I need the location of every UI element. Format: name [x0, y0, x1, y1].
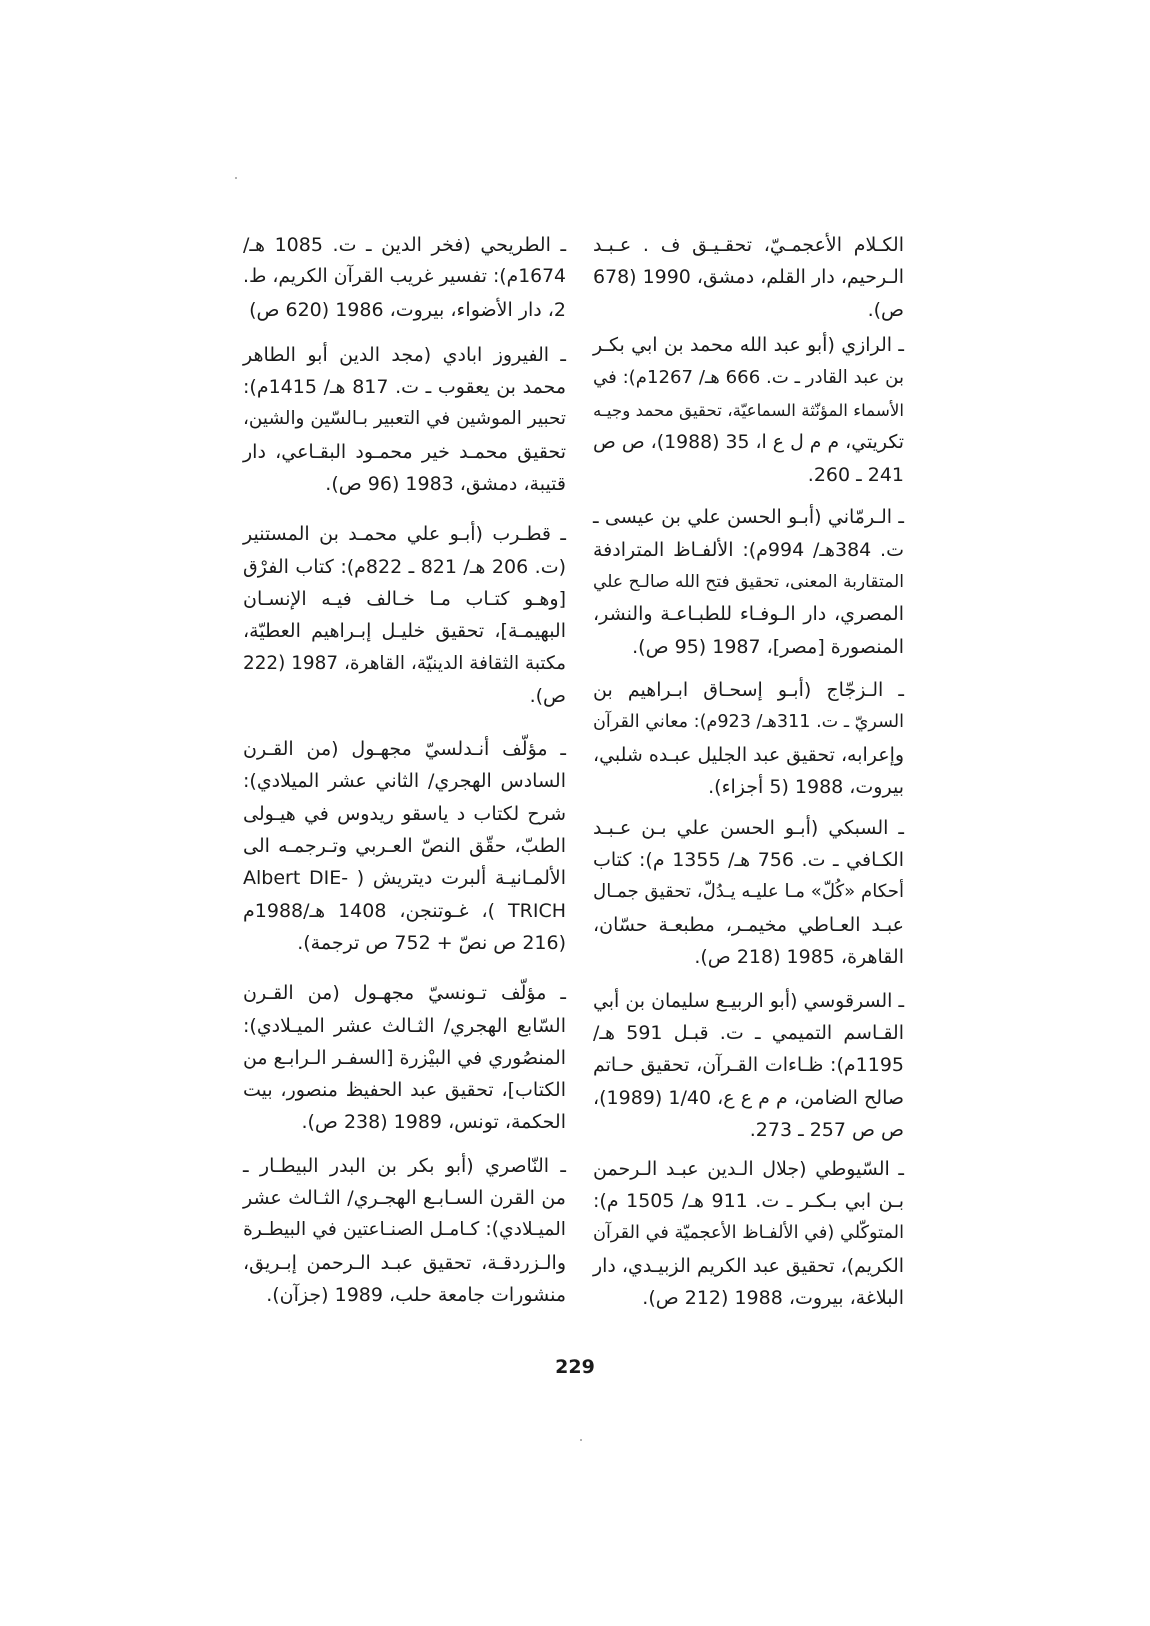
- entry-line: [242, 648, 566, 680]
- entry-line-text: شرح لكتاب د ياسقو ريدوس في هيـولى: [243, 802, 566, 825]
- entry-line-text: وإعرابه، تحقيق عبد الجليل عبـده شلبي،: [593, 743, 904, 766]
- entry-line-text: ت. 384هـ/ 994م): الألفـاظ المترادفة: [593, 538, 904, 561]
- entry-line-text: ـ الـزجّاج (أبـو إسحـاق ابـراهيم بن: [593, 679, 904, 702]
- entry-line: [242, 765, 566, 797]
- entry-line-text: القـاسم التميمي ـ ت. قبـل 591 هـ/: [593, 1021, 904, 1044]
- entry-line-text: البلاغة، بيروت، 1988 (212 ص).: [642, 1287, 904, 1310]
- entry-line-text: 1674م): تفسير غريب القرآن الكريم، ط.: [243, 266, 566, 288]
- entry-line: [592, 1017, 904, 1049]
- entry-line-text: 2، دار الأضواء، بيروت، 1986 (620 ص): [249, 298, 566, 321]
- entry-line: [592, 534, 904, 566]
- entry-line-text: الميـلادي): كـامـل الصنـاعتين في البيطـرة: [243, 1219, 566, 1241]
- entry-line-text: الكريم)، تحقيق عبد الكريم الزبيـدي، دار: [593, 1254, 904, 1277]
- entry-qutrub: [242, 518, 566, 712]
- entry-line-text: قتيبة، دمشق، 1983 (96 ص).: [325, 473, 566, 496]
- entry-line-text: الألمـانيـة ألبرت ديتريش ( -Albert DIE: [243, 867, 566, 890]
- entry-firuzabadi: [242, 339, 566, 500]
- entry-line: [242, 229, 566, 261]
- entry-line: [242, 403, 566, 435]
- entry-line: [242, 1150, 566, 1182]
- entry-line: [592, 844, 904, 876]
- entry-line: [592, 771, 904, 803]
- entry-line-text: ص).: [867, 298, 904, 321]
- entry-line-text: المتوكّلي (في الألفـاظ الأعجميّة في القرآن: [593, 1223, 904, 1244]
- entry-line: [592, 1250, 904, 1282]
- entry-razi: [592, 329, 904, 491]
- entry-line-text: السريّ ـ ت. 311هـ/ 923م): معاني القرآن: [593, 712, 904, 733]
- entry-line: [242, 551, 566, 583]
- entry-line: [242, 1074, 566, 1106]
- entry-line: [592, 1049, 904, 1081]
- entry-line: [592, 426, 904, 458]
- entry-line-text: المتقاربة المعنى، تحقيق فتح الله صالـح علي: [593, 571, 904, 592]
- entry-line-text: بيروت، 1988 (5 أجزاء).: [708, 776, 904, 799]
- entry-line-text: ـ مؤلّف تـونسيّ مجهـول (من القـرن: [243, 982, 566, 1005]
- entry-line-text: بـن ابي بـكـر ـ ت. 911 هـ/ 1505 م):: [593, 1189, 904, 1212]
- entry-continuation: [592, 229, 904, 326]
- entry-line: [592, 501, 904, 533]
- entry-line: [242, 830, 566, 862]
- entry-line: [242, 895, 566, 927]
- entry-line: [592, 394, 904, 426]
- entry-line: [592, 941, 904, 973]
- entry-line-text: ـ قطـرب (أبـو علي محمـد بن المستنير: [243, 523, 566, 546]
- entry-line-text: ـ السرقوسي (أبو الربيـع سليمان بن أبي: [593, 989, 904, 1012]
- entry-line: [242, 1247, 566, 1279]
- entry-line-text: 1195م): ظـاءات القـرآن، تحقيق حـاتم: [593, 1054, 904, 1077]
- entry-line-text: ـ الطريحي (فخر الدين ـ ت. 1085 هـ/: [243, 234, 566, 256]
- entry-line-text: TRICH )، غـوتنجن، 1408 هـ/1988م: [243, 899, 566, 922]
- entry-turayhi: [242, 229, 566, 326]
- entry-line-text: ـ السبكي (أبـو الحسن علي بـن عـبـد: [593, 816, 904, 839]
- entry-line-text: الحكمة، تونس، 1989 (238 ص).: [301, 1111, 566, 1134]
- entry-line-text: القاهرة، 1985 (218 ص).: [694, 946, 904, 969]
- entry-line: [242, 1042, 566, 1074]
- entry-line: [592, 566, 904, 598]
- entry-line-text: ص ص 257 ـ 273.: [749, 1119, 904, 1142]
- entry-line-text: الكـلام الأعجمـيّ، تحقـيـق ف . عـبـد: [593, 234, 904, 256]
- entry-line: [242, 615, 566, 647]
- entry-line-text: تحقيق محمـد خير محمـود البقـاعي، دار: [243, 440, 566, 463]
- entry-line: [242, 862, 566, 894]
- entry-line-text: صالح الضامن، م م ع ع، 1/40 (1989)،: [593, 1086, 904, 1109]
- entry-line-text: محمد بن يعقوب ـ ت. 817 هـ/ 1415م):: [243, 376, 566, 399]
- entry-line: [242, 927, 566, 959]
- entry-line: [592, 459, 904, 491]
- entry-line: [592, 261, 904, 293]
- entry-line: [592, 631, 904, 663]
- entry-line: [592, 1153, 904, 1185]
- entry-line: [592, 706, 904, 738]
- entry-line: [592, 674, 904, 706]
- entry-line: [592, 329, 904, 361]
- entry-line: [592, 812, 904, 844]
- entry-line-text: بن عبد القادر ـ ت. 666 هـ/ 1267م): في: [593, 366, 904, 388]
- entry-line: [242, 261, 566, 293]
- entry-suyuti: [592, 1153, 904, 1315]
- entry-sarqusi: [592, 985, 904, 1147]
- entry-line-text: [وهـو كتـاب مـا خـالف فيـه الإنسـان: [243, 587, 566, 610]
- entry-line: [592, 985, 904, 1017]
- right-column: [592, 229, 904, 1315]
- entry-line: [242, 468, 566, 500]
- entry-line: [592, 1185, 904, 1217]
- entry-line: [242, 977, 566, 1009]
- entry-line-text: (ت. 206 هـ/ 821 ـ 822م): كتاب الفرْق: [243, 555, 566, 578]
- entry-line: [242, 583, 566, 615]
- entry-line-text: الكتاب]، تحقيق عبد الحفيظ منصور، بيت: [243, 1079, 566, 1102]
- scan-speck: [235, 177, 237, 179]
- entry-line-text: الأسماء المؤنّثة السماعيّة، تحقيق محمد وجيـه: [593, 399, 904, 420]
- entry-line-text: ـ النّاصري (أبو بكر بن البدر البيطـار ـ: [243, 1154, 566, 1177]
- entry-line: [592, 1282, 904, 1314]
- entry-line: [592, 294, 904, 326]
- page-number: 229: [555, 1356, 595, 1378]
- entry-line: [242, 798, 566, 830]
- scan-speck: [580, 1439, 582, 1441]
- entry-line: [592, 739, 904, 771]
- entry-line-text: المصري، دار الـوفـاء للطبـاعـة والنشر،: [593, 603, 904, 626]
- entry-line-text: الكـافي ـ ت. 756 هـ/ 1355 م): كتاب: [593, 849, 904, 872]
- entry-andalusian-anonymous: [242, 733, 566, 959]
- entry-line-text: ـ الرازي (أبو عبد الله محمد بن ابي بكـر: [593, 334, 904, 357]
- entry-nasiri: [242, 1150, 566, 1311]
- entry-line: [242, 436, 566, 468]
- entry-tunisian-anonymous: [242, 977, 566, 1138]
- entry-line: [242, 518, 566, 550]
- entry-line-text: (216 ص نصّ + 752 ص ترجمة).: [297, 931, 566, 954]
- entry-line-text: عبـد العـاطي مخيمـر، مطبعـة حسّان،: [593, 913, 904, 936]
- entry-line: [592, 362, 904, 394]
- entry-line-text: الـرحيم، دار القلم، دمشق، 1990 (678: [593, 266, 904, 289]
- entry-line-text: منشورات جامعة حلب، 1989 (جزآن).: [266, 1283, 566, 1306]
- entry-line: [242, 1106, 566, 1138]
- entry-line: [242, 371, 566, 403]
- entry-line-text: ـ الفيروز ابادي (مجد الدين أبو الطاهر: [243, 343, 566, 366]
- entry-line: [592, 1114, 904, 1146]
- entry-zajjaj: [592, 674, 904, 804]
- entry-line-text: ص).: [529, 684, 566, 707]
- entry-line: [592, 1082, 904, 1114]
- entry-line-text: الطبّ، حقّق النصّ العـربي وتـرجمـه الى: [243, 835, 566, 858]
- entry-line-text: تكريتي، م م ل ع ا، 35 (1988)، ص ص: [593, 431, 904, 454]
- entry-line-text: السادس الهجري/ الثاني عشر الميلادي):: [243, 770, 566, 793]
- entry-line: [592, 598, 904, 630]
- entry-line-text: المنصورة [مصر]، 1987 (95 ص).: [632, 635, 904, 658]
- entry-line: [592, 909, 904, 941]
- entry-line-text: تحبير الموشين في التعبير بـالسّين والشين،: [243, 408, 566, 430]
- entry-subki: [592, 812, 904, 974]
- entry-line: [242, 1214, 566, 1246]
- entry-line-text: والـزردقـة، تحقيق عبـد الـرحمن إبـريق،: [243, 1251, 566, 1274]
- entry-line: [242, 733, 566, 765]
- entry-line: [592, 1217, 904, 1249]
- entry-line: [242, 1279, 566, 1311]
- entry-line-text: ـ مؤلّف أنـدلسيّ مجهـول (من القـرن: [243, 738, 566, 761]
- entry-line-text: مكتبة الثقافة الدينيّة، القاهرة، 1987 (222: [243, 652, 566, 674]
- entry-rummani: [592, 501, 904, 663]
- entry-line-text: السّابع الهجري/ الثـالث عشر الميـلادي):: [243, 1014, 566, 1037]
- left-column: [242, 229, 566, 1311]
- entry-line: [592, 229, 904, 261]
- entry-line: [242, 680, 566, 712]
- entry-line-text: أحكام «كُلّ» مـا عليـه يـدُلّ، تحقيق جمـال: [593, 881, 904, 903]
- entry-line-text: ـ السّيوطي (جلال الـدين عبـد الـرحمن: [593, 1157, 904, 1180]
- entry-line-text: 241 ـ 260.: [807, 463, 904, 486]
- entry-line: [242, 294, 566, 326]
- entry-line-text: البهيمـة]، تحقيق خليـل إبـراهيم العطيّة،: [243, 620, 566, 643]
- entry-line-text: المنصُوري في البيْزرة [السفـر الـرابـع من: [243, 1046, 566, 1069]
- entry-line: [242, 1182, 566, 1214]
- entry-line: [592, 876, 904, 908]
- entry-line-text: من القرن السـابـع الهجـري/ الثـالث عشر: [243, 1187, 566, 1210]
- entry-line: [242, 339, 566, 371]
- entry-line: [242, 1010, 566, 1042]
- entry-line-text: ـ الـرمّاني (أبـو الحسن علي بن عيسى ـ: [593, 506, 904, 529]
